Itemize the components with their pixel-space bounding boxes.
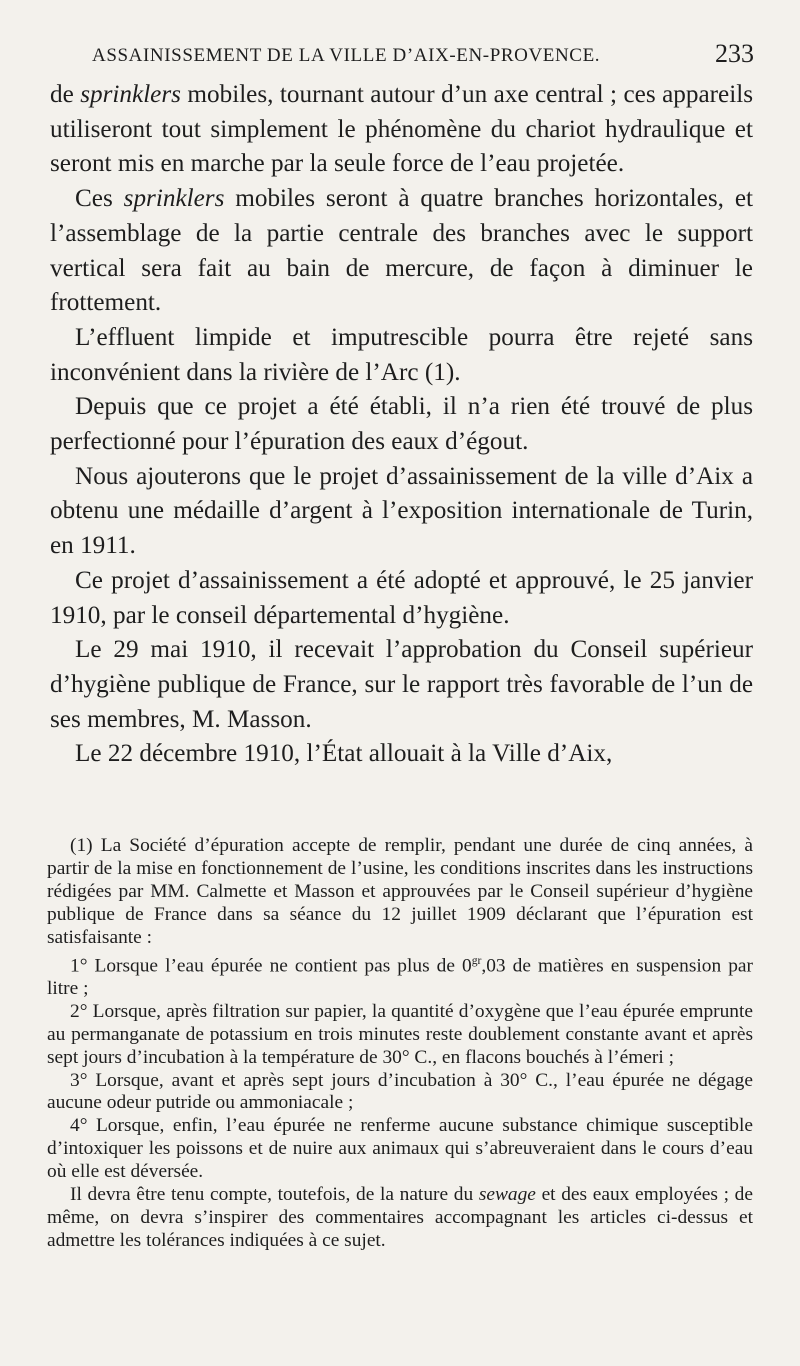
italic-term: sprinklers: [80, 81, 181, 108]
italic-term: sprinklers: [123, 185, 225, 213]
unit-superscript: gr: [471, 953, 482, 967]
page-number: 233: [715, 39, 754, 68]
footnote-condition-4: 4° Lorsque, enfin, l’eau épurée ne renferme aucune substance chimique susceptible d’intoxiquer les poissons et de nuire aux animaux qui s’abreuveraient dans le cours d’eau où elle est déversée.: [47, 1115, 753, 1183]
footnote-condition-3: 3° Lorsque, avant et après sept jours d’incubation à 30° C., l’eau épurée ne dégage aucune odeur putride ou ammoniacale ;: [47, 1069, 753, 1114]
paragraph-8: Le 22 décembre 1910, l’État allouait à la Ville d’Aix,: [75, 740, 613, 768]
paragraph-1: de sprinklers mobiles, tournant autour d’un axe central ; ces appareils utiliseront tout simplement le phénomène du chariot hydraulique et seront mis en marche par la seule force de l’eau projetée.: [50, 81, 753, 178]
paragraph-2: Ces sprinklers mobiles seront à quatre branches horizontales, et l’assemblage de la partie centrale des branches avec le support vertical sera fait au bain de mercure, de façon à diminuer le frottement.: [50, 185, 753, 317]
footnote-1: (1) La Société d’épuration accepte de remplir, pendant une durée de cinq années, à partir de la mise en fonctionnement de l’usine, les conditions inscrites dans les instructions rédigées par MM. Calmette et Masson et approuvées par le Conseil supérieur d’hygiène publique de France dans sa séance du 12 juillet 1909 déclarant que l’épuration est satisfaisante :: [47, 835, 753, 948]
paragraph-6: Ce projet d’assainissement a été adopté et approuvé, le 25 janvier 1910, par le conseil départemental d’hygiène.: [50, 566, 753, 629]
running-title: ASSAINISSEMENT DE LA VILLE D’AIX-EN-PROVENCE.: [92, 45, 601, 66]
main-text: [50, 78, 753, 772]
footnote-condition-2: 2° Lorsque, après filtration sur papier, la quantité d’oxygène que l’eau épurée emprunte au permanganate de potassium en trois minutes reste doublement constante avant et après sept jours d’incubation à la température de 30° C., en flacons bouchés à l’émeri ;: [47, 1000, 753, 1068]
paragraph-3: L’effluent limpide et imputrescible pourra être rejeté sans inconvénient dans la rivière de l’Arc (1).: [50, 323, 753, 386]
footnote-closing: Il devra être tenu compte, toutefois, de la nature du sewage et des eaux employées ; de même, on devra s’inspirer des commentaires accompagnant les articles ci-dessus et admettre les tolérances indiquées à ce sujet.: [47, 1184, 753, 1251]
page-header: [92, 41, 754, 75]
footnotes: [47, 835, 753, 1253]
italic-term: sewage: [478, 1184, 536, 1206]
paragraph-4: Depuis que ce projet a été établi, il n’a rien été trouvé de plus perfectionné pour l’épuration des eaux d’égout.: [50, 393, 753, 456]
paragraph-7: Le 29 mai 1910, il recevait l’approbation du Conseil supérieur d’hygiène publique de France, sur le rapport très favorable de l’un de ses membres, M. Masson.: [50, 636, 753, 733]
paragraph-5: Nous ajouterons que le projet d’assainissement de la ville d’Aix a obtenu une médaille d’argent à l’exposition internationale de Turin, en 1911.: [50, 462, 753, 560]
footnote-condition-1: 1° Lorsque l’eau épurée ne contient pas plus de $0^{gr},03$ de matières en suspension par litre ;: [47, 953, 753, 999]
